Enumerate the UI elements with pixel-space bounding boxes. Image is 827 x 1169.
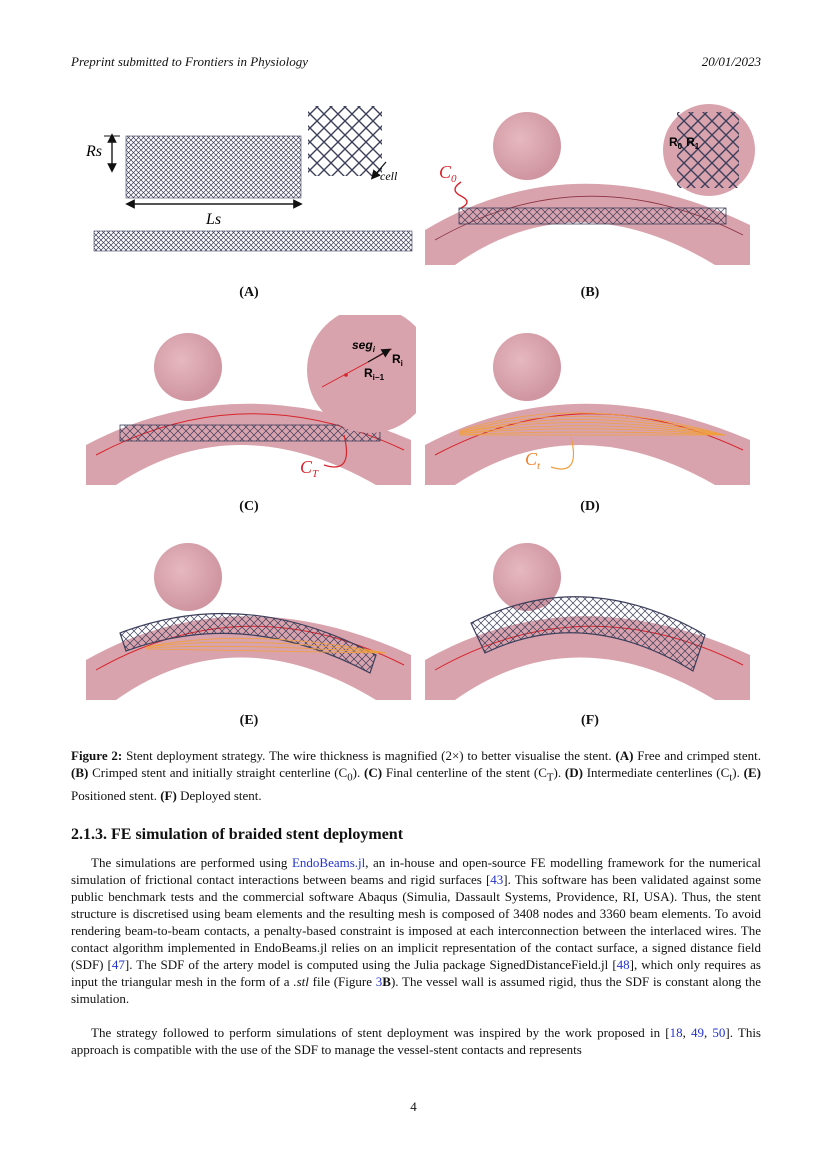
panel-a-figure: [86, 100, 416, 260]
annotation-r-i-minus-1: $R_{i-1}$: [364, 366, 385, 382]
citation-49-link[interactable]: 49: [690, 1025, 704, 1040]
body-paragraph-1: The simulations are performed using EndoBeams.jl, an in-house and open-source FE modelling framework for the numerical simulation of frictional contact interactions between beams and rigid surfaces [43]. This software has been validated against some public benchmark tests and the commercial software Abaqus (Simulia, Dassault Systems, Providence, RI, USA). Thus, the stent structure is discretised using beam elements and the resulting mesh is composed of 3408 nodes and 3360 beam elements. To avoid rendering beam-to-beam contacts, a penalty-based constraint is imposed at each interconnection between the interlaced wires. The contact algorithm implemented in EndoBeams.jl relies on an implicit representation of the contact surface, a signed distance field (SDF) [47]. The SDF of the artery model is computed using the Julia package SignedDistanceField.jl [48], which only requires as input the triangular mesh in the form of a .stl file (Figure 3B). The vessel wall is assumed rigid, thus the SDF is constant along the simulation.: [71, 855, 761, 1006]
panel-b-figure: [425, 100, 755, 265]
body-paragraph-2: The strategy followed to perform simulations of stent deployment was inspired by the work proposed in [18, 49, 50]. This approach is compatible with the use of the SDF to manage the vessel-stent contacts and represents: [71, 1025, 761, 1057]
section-title: 2.1.3. FE simulation of braided stent deployment: [71, 826, 404, 843]
annotation-cell: cell: [380, 169, 398, 183]
annotation-r-i: $R_i$: [392, 352, 403, 368]
figure-caption: Figure 2: Stent deployment strategy. The wire thickness is magnified (2×) to better visualise the stent. (A) Free and crimped stent. (B) Crimped stent and initially straight centerline $(C_0)$. (C) Final centerline of the stent $(C_T)$. (D) Intermediate centerlines $(C_t)$. (E) Positioned stent. (F) Deployed stent.: [71, 748, 761, 803]
annotation-c0: $C_0$: [439, 162, 457, 185]
annotation-rs: Rs: [86, 143, 102, 160]
panel-b-label: (B): [580, 285, 600, 300]
panel-e-figure: [86, 535, 416, 700]
panel-f-label: (F): [581, 713, 599, 728]
citation-43-link[interactable]: 43: [490, 872, 504, 887]
caption-figure-label: Figure 2:: [71, 748, 123, 763]
citation-47-link[interactable]: 47: [111, 957, 125, 972]
panel-c-figure: [86, 315, 416, 485]
running-header-date: 20/01/2023: [701, 54, 761, 69]
page-number: 4: [410, 1099, 417, 1114]
panel-c-label: (C): [239, 499, 259, 514]
figure-3-link[interactable]: 3: [375, 974, 383, 989]
panel-f-figure: [425, 535, 755, 700]
citation-48-link[interactable]: 48: [616, 957, 630, 972]
annotation-r0-r1: $R_0$ $R_1$: [669, 135, 700, 151]
citation-18-link[interactable]: 18: [669, 1025, 683, 1040]
annotation-ct: $C_T$: [300, 457, 319, 480]
citation-50-link[interactable]: 50: [712, 1025, 726, 1040]
endobeams-link[interactable]: EndoBeams.jl: [291, 855, 366, 870]
panel-d-label: (D): [580, 499, 600, 514]
panel-e-label: (E): [239, 713, 259, 728]
panel-d-figure: [425, 315, 755, 485]
annotation-seg-i: seg$_i$: [352, 338, 375, 354]
panel-a-label: (A): [239, 285, 259, 300]
running-header-journal: Preprint submitted to Frontiers in Physiology: [71, 54, 308, 69]
annotation-ls: Ls: [206, 211, 222, 228]
annotation-ct-intermediate: $C_t$: [525, 449, 541, 472]
